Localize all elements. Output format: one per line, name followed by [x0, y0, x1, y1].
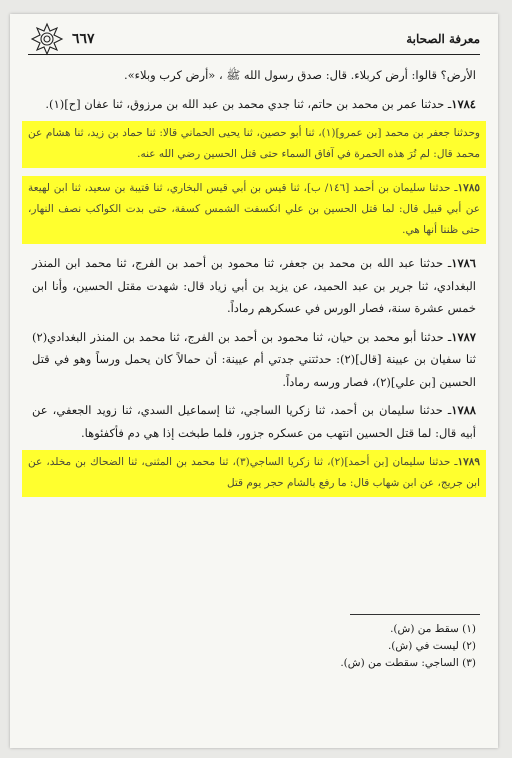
running-title: معرفة الصحابة: [406, 32, 480, 46]
hadith-number: ١٧٨٨: [451, 403, 476, 417]
hadith-number: ١٧٨٦: [451, 256, 476, 270]
paragraph-text: الأرض؟ قالوا: أرض كربلاء. قال: صدق رسول الله ﷺ ، «أرض كرب وبلاء».: [123, 68, 476, 82]
paragraph-text: ـ حدثنا سليمان [بن أحمد](٢)، ثنا زكريا الساجي(٣)، ثنا محمد بن المثنى، ثنا الضحاك بن مخلد، عن ابن جريج، عن ابن شهاب قال: ما رفع بالشام حجر يوم قتل: [28, 456, 480, 489]
paragraph-text: ـ حدثنا أبو محمد بن حيان، ثنا محمود بن أحمد بن الفرج، ثنا محمد بن المنذر البغدادي(٢) ثنا سفيان بن عيينة [قال](٢): حدثتني جدتي أم عيينة: أن حمالاً كان يحمل ورساً وهو في قتل الحسين [بن علي](٢)، فصار ورسه رماداً.: [32, 329, 476, 389]
hadith-number: ١٧٨٩: [457, 456, 481, 468]
hadith-1786: [28, 252, 480, 320]
hadith-1788: [28, 399, 480, 444]
hadith-1785: [22, 176, 486, 244]
footnotes: [176, 621, 476, 672]
footnote: (١) سقط من (ش).: [390, 623, 476, 635]
hadith-number: ١٧٨٥: [457, 182, 480, 194]
paragraph-text: وحدثنا جعفر بن محمد [بن عمرو](١)، ثنا أبو حصين، ثنا يحيى الحماني قالا: ثنا حماد بن زيد، ثنا هشام عن محمد قال: لم تُرَ هذه الحمرة في آفاق السماء حتى قتل الحسين رضي الله عنه.: [28, 127, 481, 160]
page-header: [28, 28, 480, 54]
paragraph-text: ـ حدثنا سليمان بن أحمد [١٤٦/ ب]، ثنا قيس بن أبي قيس البخاري، ثنا قتيبة بن سعيد، ثنا ابن لهيعة عن أبي قبيل قال: لما قتل الحسين بن علي انكسفت الشمس كسفة، حتى بدت الكواكب نصف النهار، حتى ظننا أنها هي.: [28, 182, 480, 236]
header-rule: [28, 54, 480, 55]
hadith-1789: [22, 450, 486, 497]
hadith-number: ١٧٨٧: [451, 329, 476, 344]
paragraph-text: ـ حدثنا سليمان بن أحمد، ثنا زكريا الساجي، ثنا إسماعيل السدي، ثنا زويد الجعفي، عن أبيه قال: لما قتل الحسين انتهب من عسكره جزور، فلما طبخت إذا هي دم فأكفئوها.: [32, 403, 476, 440]
highlighted-paragraph: [22, 121, 486, 168]
page-number: ٦٦٧: [72, 31, 95, 47]
hadith-1784: [28, 93, 480, 116]
paragraph-continuation: [28, 64, 480, 87]
page-body: [28, 64, 480, 505]
paragraph-text: ـ حدثنا عبد الله بن محمد بن جعفر، ثنا محمود بن أحمد بن الفرج، ثنا محمد ابن المنذر البغدادي، ثنا جرير بن عبد الحميد، عن يزيد بن أبي زياد قال: شهدت مقتل الحسين، وأنا ابن خمس عشرة سنة، فصار الورس في عسكرهم رماداً.: [32, 256, 476, 315]
hadith-1787: [28, 326, 480, 394]
ornament-icon: [30, 22, 64, 56]
footnote: (٣) الساجي: سقطت من (ش).: [340, 657, 476, 669]
hadith-number: ١٧٨٤: [451, 96, 476, 111]
book-page: [10, 14, 498, 748]
footnote-rule: [350, 614, 480, 615]
footnote: (٢) ليست في (ش).: [387, 640, 476, 652]
paragraph-text: ـ حدثنا عمر بن محمد بن حاتم، ثنا جدي محمد بن عبد الله بن مرزوق، ثنا عفان [ح](١).: [45, 96, 452, 111]
